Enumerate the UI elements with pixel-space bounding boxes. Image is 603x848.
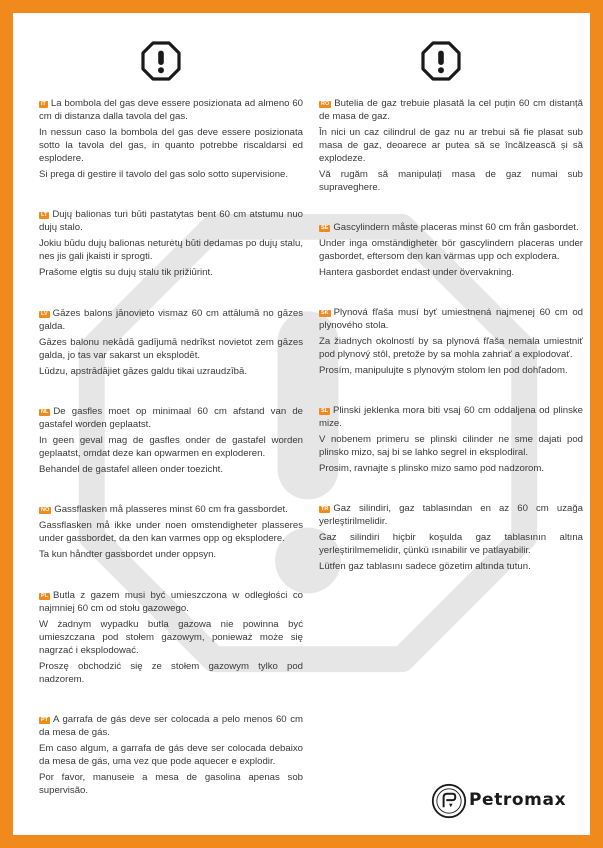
paragraph-text: Za žiadnych okolností by sa plynová fľaša nemala umiestniť pod plynový stôl, pretože by sa mohla zahriať a explodovať.: [319, 336, 583, 360]
paragraph-text: W żadnym wypadku butla gazowa nie powinna być umieszczana pod stołem gazowym, ponieważ może się nagrzać i eksplodować.: [39, 619, 303, 656]
language-code-badge: TR: [321, 506, 329, 512]
paragraph-text: Vă rugăm să manipulați masa de gaz numai sub supraveghere.: [319, 169, 583, 193]
paragraph-text: Gaz silindiri, gaz tablasından en az 60 cm uzağa yerleştirilmelidir.: [319, 503, 583, 527]
warning-paragraph: [39, 742, 303, 768]
language-code-badge: PL: [41, 593, 49, 599]
warning-paragraph: [39, 126, 303, 165]
paragraph-text: Behandel de gastafel alleen onder toezicht.: [39, 464, 224, 475]
paragraph-text: In nessun caso la bombola del gas deve essere posizionata sotto la tavola del gas, in quanto potrebbe riscaldarsi ed esplodere.: [39, 127, 303, 164]
paragraph-text: Butelia de gaz trebuie plasată la cel puțin 60 cm distanță de masa de gaz.: [319, 98, 583, 122]
language-code-badge: NO: [41, 507, 50, 513]
paragraph-text: Em caso algum, a garrafa de gás deve ser colocada debaixo da mesa de gás, uma vez que pode aquecer e explodir.: [39, 743, 303, 767]
paragraph-text: Prosim, ravnajte s plinsko mizo samo pod nadzorom.: [319, 463, 545, 474]
warning-paragraph: [319, 531, 583, 557]
warning-paragraph-lead: [39, 589, 303, 615]
paragraph-text: Butla z gazem musi być umieszczona w odległości co najmniej 60 cm od stołu gazowego.: [39, 590, 303, 614]
language-code-badge: SE: [321, 225, 329, 231]
language-block-pt: [39, 713, 303, 797]
warning-paragraph: [39, 336, 303, 362]
warning-paragraph-lead: [39, 97, 303, 123]
paragraph-text: Gassflasken må ikke under noen omstendigheter plasseres under gassbordet, da den kan varmes opp og eksplodere.: [39, 520, 303, 544]
language-block-lv: [39, 307, 303, 378]
warning-paragraph: [319, 266, 583, 279]
paragraph-text: La bombola del gas deve essere posizionata ad almeno 60 cm di distanza dalla tavola del gas.: [39, 98, 303, 122]
warning-paragraph-lead: [39, 713, 303, 739]
language-block-lt: [39, 208, 303, 279]
warning-paragraph-lead: [39, 405, 303, 431]
paragraph-text: Por favor, manuseie a mesa de gasolina apenas sob supervisão.: [39, 772, 303, 796]
warning-paragraph-lead: [39, 307, 303, 333]
warning-paragraph: [39, 463, 303, 476]
petromax-logo: [431, 783, 579, 821]
paragraph-text: Gaz silindiri hiçbir koşulda gaz tablasının altına yerleştirilmemelidir, çünkü ısınabilir ve patlayabilir.: [319, 532, 583, 556]
paragraph-text: In geen geval mag de gasfles onder de gastafel worden geplaatst, omdat deze kan opwarmen en exploderen.: [39, 435, 303, 459]
paragraph-text: Lütfen gaz tablasını sadece gözetim altında tutun.: [319, 561, 531, 572]
paragraph-text: De gasfles moet op minimaal 60 cm afstand van de gastafel worden geplaatst.: [39, 406, 303, 430]
paragraph-text: Prosím, manipulujte s plynovým stolom len pod dohľadom.: [319, 365, 568, 376]
language-code-badge: NL: [41, 409, 49, 415]
warning-paragraph-lead: [319, 306, 583, 332]
warning-paragraph: [39, 519, 303, 545]
warning-paragraph: [39, 618, 303, 657]
language-block-tr: [319, 502, 583, 573]
warning-octagon-icon: [421, 41, 461, 81]
warning-paragraph: [39, 434, 303, 460]
language-code-badge: RO: [321, 101, 330, 107]
language-block-it: [39, 97, 303, 181]
paragraph-text: Ta kun håndter gassbordet under oppsyn.: [39, 549, 217, 560]
paragraph-text: Gassflasken må plasseres minst 60 cm fra gassbordet.: [54, 504, 288, 515]
language-block-nl: [39, 405, 303, 476]
paragraph-text: Proszę obchodzić się ze stołem gazowym tylko pod nadzorem.: [39, 661, 303, 685]
paragraph-text: A garrafa de gás deve ser colocada a pelo menos 60 cm da mesa de gás.: [39, 714, 303, 738]
warning-paragraph: [39, 237, 303, 263]
warning-paragraph: [319, 237, 583, 263]
paragraph-text: Gāzes balons jānovieto vismaz 60 cm attālumā no gāzes galda.: [39, 308, 303, 332]
left-column: [39, 97, 303, 800]
warning-paragraph: [319, 126, 583, 165]
brand-wordmark: Petromax: [469, 790, 567, 810]
warning-paragraph: [39, 771, 303, 797]
paragraph-text: Gāzes balonu nekādā gadījumā nedrīkst novietot zem gāzes galda, jo tas var sakarst un eksplodēt.: [39, 337, 303, 361]
language-block-ro: [319, 97, 583, 194]
warning-paragraph-lead: [319, 97, 583, 123]
language-code-badge: LV: [41, 311, 48, 317]
language-code-badge: PT: [41, 717, 49, 723]
paragraph-text: Under inga omständigheter bör gascylindern placeras under gasbordet, eftersom den kan värmas upp och explodera.: [319, 238, 583, 262]
warning-paragraph: [319, 433, 583, 459]
warning-paragraph-lead: [319, 404, 583, 430]
paragraph-text: Jokiu būdu dujų balionas neturėtų būti dedamas po dujų stalu, nes jis gali įkaisti ir sprogti.: [39, 238, 303, 262]
warning-octagon-icon: [141, 41, 181, 81]
warning-paragraph: [39, 266, 303, 279]
warning-paragraph: [39, 168, 303, 181]
language-code-badge: LT: [41, 212, 48, 218]
language-block-pl: [39, 589, 303, 686]
language-block-sk: [319, 306, 583, 377]
paragraph-text: V nobenem primeru se plinski cilinder ne sme dajati pod plinsko mizo, saj bi se lahko segrel in eksplodiral.: [319, 434, 583, 458]
warning-paragraph: [39, 365, 303, 378]
language-block-no: [39, 503, 303, 561]
warning-paragraph: [319, 364, 583, 377]
paragraph-text: Plinski jeklenka mora biti vsaj 60 cm oddaljena od plinske mize.: [319, 405, 583, 429]
paragraph-text: Lūdzu, apstrādājiet gāzes galdu tikai uzraudzībā.: [39, 366, 247, 377]
language-code-badge: SK: [321, 310, 329, 316]
paragraph-text: Plynová fľaša musí byť umiestnená najmenej 60 cm od plynového stola.: [319, 307, 583, 331]
paragraph-text: Gascylindern måste placeras minst 60 cm från gasbordet.: [333, 222, 579, 233]
language-code-badge: IT: [41, 101, 46, 107]
language-code-badge: SL: [321, 408, 329, 414]
warning-paragraph: [319, 168, 583, 194]
warning-paragraph-lead: [39, 503, 303, 516]
warning-paragraph: [39, 660, 303, 686]
warning-paragraph-lead: [319, 221, 583, 234]
warning-paragraph: [319, 462, 583, 475]
language-block-sl: [319, 404, 583, 475]
right-column: [319, 97, 583, 576]
warning-paragraph-lead: [319, 502, 583, 528]
warning-paragraph: [319, 335, 583, 361]
paragraph-text: În nici un caz cilindrul de gaz nu ar trebui să fie plasat sub masa de gaz, deoarece ar putea să se încălzească și să explodeze.: [319, 127, 583, 164]
petromax-emblem-icon: [431, 783, 467, 819]
warning-paragraph-lead: [39, 208, 303, 234]
warning-paragraph: [39, 548, 303, 561]
paragraph-text: Si prega di gestire il tavolo del gas solo sotto supervisione.: [39, 169, 289, 180]
paragraph-text: Dujų balionas turi būti pastatytas bent 60 cm atstumu nuo dujų stalo.: [39, 209, 303, 233]
paragraph-text: Hantera gasbordet endast under övervakning.: [319, 267, 515, 278]
language-block-se: [319, 221, 583, 279]
warning-paragraph: [319, 560, 583, 573]
paragraph-text: Prašome elgtis su dujų stalu tik prižiūrint.: [39, 267, 213, 278]
